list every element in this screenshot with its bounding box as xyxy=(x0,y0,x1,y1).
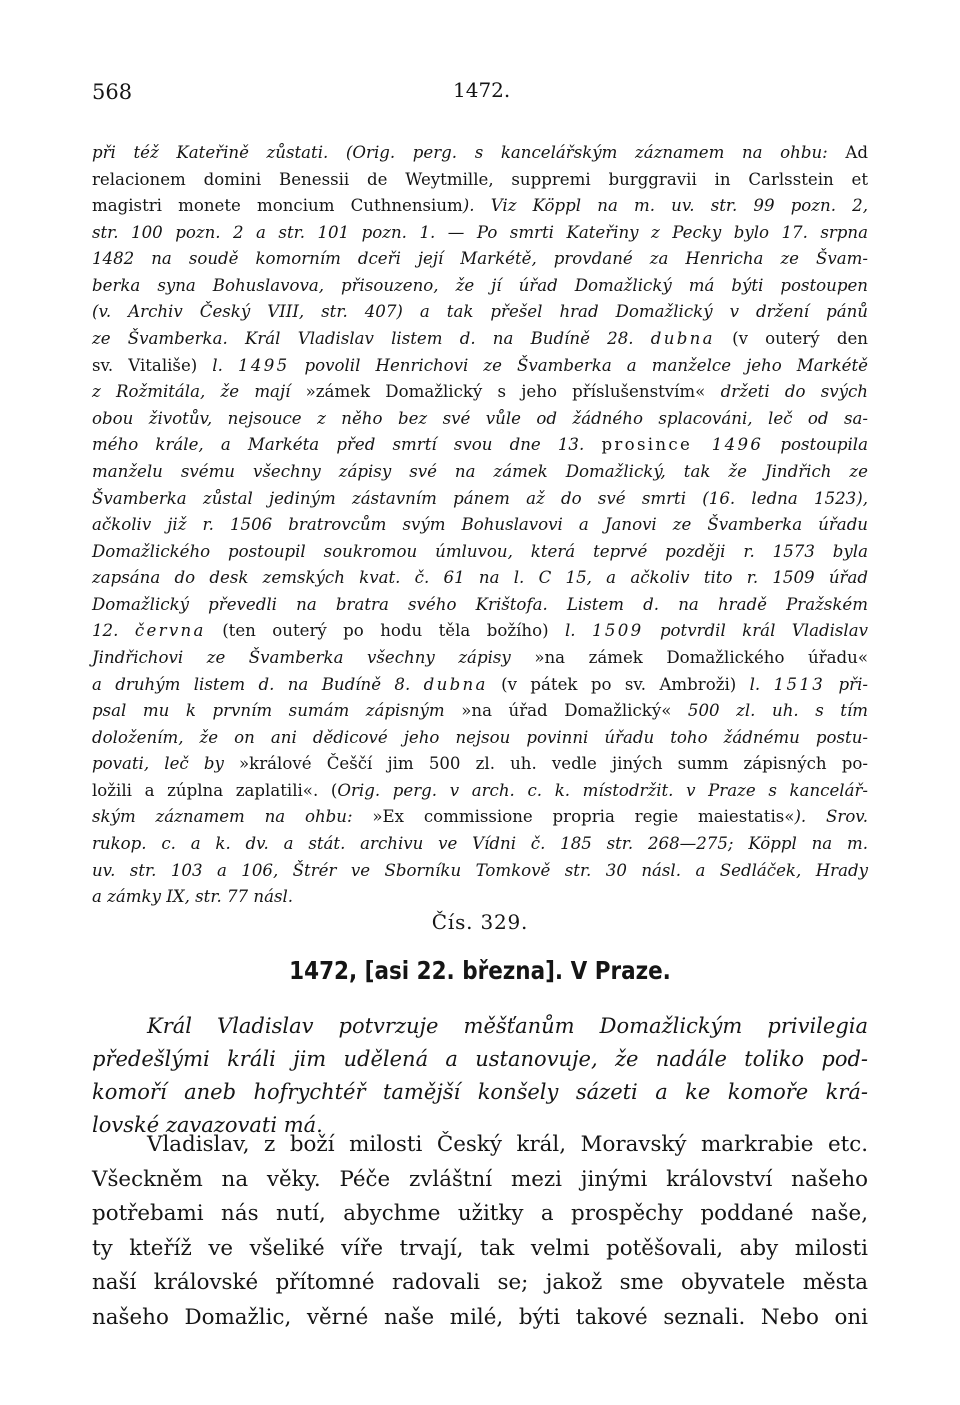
footnote-commentary xyxy=(92,140,868,911)
note-text-run: 12. xyxy=(92,621,135,641)
note-line xyxy=(92,432,868,459)
note-text-run: Švamberka zůstal jediným zástavním pánem až do své smrti (16. ledna 1523), xyxy=(92,488,868,508)
note-text-run: a zámky IX, str. 77 násl. xyxy=(92,887,294,907)
note-line xyxy=(92,140,868,167)
document-heading: 1472, [asi 22. března]. V Praze. xyxy=(289,956,671,985)
note-text-run: sv. Vitališe) xyxy=(92,355,213,375)
note-line xyxy=(92,539,868,566)
note-line xyxy=(92,167,868,194)
note-line xyxy=(92,353,868,380)
note-text-run: držeti do svých xyxy=(705,382,868,402)
note-line xyxy=(92,220,868,247)
note-line xyxy=(92,406,868,433)
note-text-run: června xyxy=(134,621,206,641)
note-text-run: při- xyxy=(825,674,868,694)
note-line xyxy=(92,193,868,220)
note-text-run: ). Viz Köppl na m. uv. str. 99 pozn. 2, xyxy=(462,196,868,216)
note-text-run: povolil Henrichovi ze Švamberka a manželce jeho Markétě xyxy=(289,355,868,375)
regest-summary xyxy=(92,1010,868,1142)
note-text-run: l. xyxy=(564,621,592,641)
document-number: Čís. 329. xyxy=(431,910,529,934)
body-line: Vladislav, z boží milosti Český král, Moravský markrabie etc. xyxy=(147,1132,868,1157)
note-line xyxy=(92,672,868,699)
note-line xyxy=(92,565,868,592)
note-text-run: ze Švamberka. Král Vladislav listem d. na Budíně 28. xyxy=(92,329,651,349)
note-line xyxy=(92,858,868,885)
note-line xyxy=(92,273,868,300)
note-text-run: »na úřad Domažlický« xyxy=(461,701,672,721)
note-text-run: 1509 xyxy=(591,621,644,641)
note-text-run: a druhým listem d. na Budíně 8. xyxy=(92,674,424,694)
note-text-run: Orig. perg. v arch. c. k. místodržit. v Praze s kancelář- xyxy=(337,780,868,800)
note-text-run: »králové Češčí jim 500 zl. uh. vedle jiných summ zápisných po- xyxy=(239,754,868,774)
note-text-run: dubna xyxy=(423,674,488,694)
note-text-run: l. xyxy=(749,674,774,694)
note-line xyxy=(92,725,868,752)
note-text-run: doložením, že on ani dědicové jeho nejsou povinni úřadu toho žádnému postu- xyxy=(92,727,868,747)
note-line xyxy=(92,299,868,326)
note-text-run: Ad xyxy=(827,143,868,162)
note-line xyxy=(92,512,868,539)
note-text-run: obou životův, nejsouce z něho bez své vůle od žádného splacováni, leč od sa- xyxy=(92,408,868,428)
note-text-run: 1513 xyxy=(773,674,826,694)
note-text-run: ). Srov. xyxy=(794,807,868,827)
note-line xyxy=(92,618,868,645)
note-text-run: »Ex commissione propria regie maiestatis« xyxy=(372,807,795,827)
note-text-run: 1495 xyxy=(237,355,290,375)
note-text-run: (v. Archiv Český VIII, str. 407) a tak přešel hrad Domažlický v držení pánů xyxy=(92,302,868,322)
note-text-run: psal mu k prvním sumám zápisným xyxy=(92,701,462,721)
note-text-run: prosince xyxy=(601,435,693,455)
note-text-run: dubna xyxy=(650,329,715,349)
note-text-run: Jindřichovi ze Švamberka všechny zápisy xyxy=(92,647,535,667)
note-text-run: relacionem domini Benessii de Weytmille, suppremi burggravii in Carlsstein et xyxy=(92,169,868,189)
note-text-run: mého krále, a Markéta před smrtí svou dne 13. xyxy=(92,435,602,455)
summary-line: předešlými králi jim udělená a ustanovuje, že nadále toliko pod- xyxy=(92,1047,868,1071)
header-year: 1472. xyxy=(453,78,511,102)
summary-line: Král Vladislav potvrzuje měšťanům Domažlickým privilegia xyxy=(147,1014,868,1038)
note-text-run: 500 zl. uh. s tím xyxy=(671,701,868,721)
page-header xyxy=(92,80,868,110)
note-line xyxy=(92,246,868,273)
note-line xyxy=(92,592,868,619)
body-line: potřebami nás nutí, abychme užitky a prospěchy poddané naše, xyxy=(92,1201,868,1226)
note-line xyxy=(92,778,868,805)
note-text-run: při též Kateřině zůstati. (Orig. perg. s kancelářským záznamem na ohbu: xyxy=(92,143,828,162)
note-text-run: 1482 na soudě komorním dceři její Markétě, provdané za Henricha ze Švam- xyxy=(92,249,868,269)
note-text-run: zapsána do desk zemských kvat. č. 61 na l. C 15, a ačkoliv tito r. 1509 úřad xyxy=(92,568,868,588)
document-body-text xyxy=(92,1128,868,1335)
note-line xyxy=(92,645,868,672)
body-line: naší královské přítomné radovali se; jakož sme obyvatele města xyxy=(92,1270,868,1295)
note-text-run: Domažlického postoupil soukromou úmluvou, která teprvé později r. 1573 byla xyxy=(92,541,868,561)
note-text-run: z Rožmitála, že mají xyxy=(92,382,306,402)
note-text-run: berka syna Bohuslavova, přisouzeno, že jí úřad Domažlický má býti postoupen xyxy=(92,275,868,295)
note-text-run: postoupila xyxy=(763,435,869,455)
note-text-run: (v pátek po sv. Ambroži) xyxy=(487,674,750,694)
body-line: Všeckněm na věky. Péče zvláštní mezi jinými království našeho xyxy=(92,1166,868,1192)
note-text-run: uv. str. 103 a 106, Štrér ve Sborníku Tomkově str. 30 násl. a Sedláček, Hrady xyxy=(92,860,868,880)
note-line xyxy=(92,884,868,911)
note-text-run: (v outerý den xyxy=(714,329,868,349)
note-line xyxy=(92,804,868,831)
body-line: našeho Domažlic, věrné naše milé, býti takové seznali. Nebo oni xyxy=(92,1304,868,1330)
note-text-run: ačkoliv již r. 1506 bratrovcům svým Bohuslavovi a Janovi ze Švamberka úřadu xyxy=(92,515,868,535)
note-line xyxy=(92,379,868,406)
note-text-run: magistri monete moncium Cuthnensium xyxy=(92,196,463,216)
note-line xyxy=(92,751,868,778)
summary-line: komoří aneb hofrychtéř tamější konšely sázeti a ke komoře krá- xyxy=(92,1080,868,1104)
note-line xyxy=(92,698,868,725)
note-text-run: 1496 xyxy=(692,435,764,455)
note-text-run: Domažlický převedli na bratra svého Krištofa. Listem d. na hradě Pražském xyxy=(92,594,868,614)
note-text-run: ložili a zúplna zaplatili«. ( xyxy=(92,780,338,800)
body-line: ty kteříž ve všeliké víře trvají, tak velmi potěšovali, aby milosti xyxy=(92,1235,868,1261)
note-text-run: l. xyxy=(212,355,238,375)
note-text-run: »na zámek Domažlického úřadu« xyxy=(534,647,868,667)
note-text-run: potvrdil král Vladislav xyxy=(643,621,868,641)
note-text-run: rukop. c. a k. dv. a stát. archivu ve Vídni č. 185 str. 268—275; Köppl na m. xyxy=(92,834,868,854)
note-line xyxy=(92,326,868,353)
note-text-run: »zámek Domažlický s jeho příslušenstvím« xyxy=(305,382,706,402)
note-line xyxy=(92,486,868,513)
note-line xyxy=(92,831,868,858)
note-text-run: str. 100 pozn. 2 a str. 101 pozn. 1. — Po smrti Kateřiny z Pecky bylo 17. srpna xyxy=(92,222,868,242)
note-text-run: manželu svému všechny zápisy své na zámek Domažlický, tak že Jindřich ze xyxy=(92,461,868,481)
note-line xyxy=(92,459,868,486)
note-text-run: (ten outerý po hodu těla božího) xyxy=(205,621,565,641)
note-text-run: ským záznamem na ohbu: xyxy=(92,807,373,827)
note-text-run: povati, leč by xyxy=(92,754,240,774)
page-number: 568 xyxy=(92,80,133,104)
summary-line: lovské zavazovati má. xyxy=(92,1113,323,1137)
